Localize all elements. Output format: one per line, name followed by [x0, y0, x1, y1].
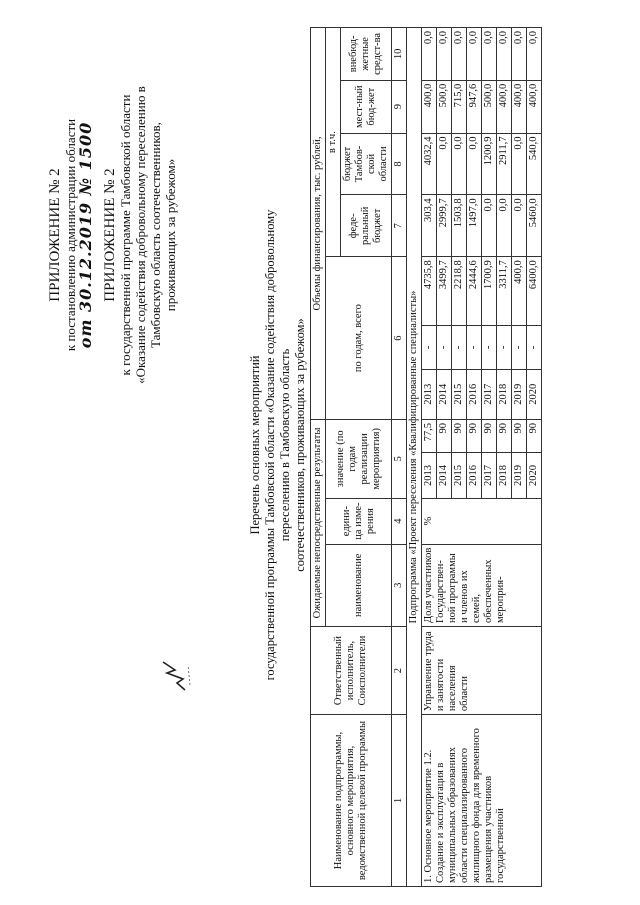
- funding-year-cell: 2020: [527, 369, 542, 419]
- date-number: от 30.12.2019 № 1500: [76, 121, 95, 349]
- title-line-3: соотечественников, проживающих за рубежом»: [293, 318, 307, 572]
- local-cell: 400,0: [512, 80, 527, 133]
- col-result-name-header: наименование: [326, 544, 392, 627]
- col-number: 7: [392, 195, 407, 257]
- federal-cell: 1503,8: [452, 195, 467, 257]
- col-number: 3: [392, 544, 407, 627]
- col-value-header: значение (по годам реализации мероприятия): [326, 420, 392, 499]
- federal-cell: 303,4: [422, 195, 437, 257]
- extra-cell: 0,0: [422, 28, 437, 81]
- total-cell: 2444,6: [467, 257, 482, 326]
- regional-cell: 4032,4: [422, 133, 437, 195]
- funding-year-cell: 2018: [497, 369, 512, 419]
- separator-cell: -: [467, 326, 482, 370]
- resolution-ref: к постановлению администрации области: [63, 118, 78, 352]
- year-cell: 2013: [422, 453, 437, 498]
- appendix-label-2: ПРИЛОЖЕНИЕ № 2: [102, 168, 118, 302]
- federal-cell: 0,0: [497, 195, 512, 257]
- federal-cell: 5460,0: [527, 195, 542, 257]
- separator-cell: -: [452, 326, 467, 370]
- col-federal-header: феде-ральный бюджет: [341, 195, 392, 257]
- col-number: 2: [392, 627, 407, 715]
- separator-cell: -: [437, 326, 452, 370]
- local-cell: 500,0: [482, 80, 497, 133]
- signature-mark: [155, 655, 195, 695]
- value-cell: 90: [452, 420, 467, 453]
- col-incl-header: в т.ч.: [326, 28, 341, 257]
- program-ref-3: Тамбовскую область соотечественников,: [148, 122, 163, 348]
- extra-cell: 0,0: [437, 28, 452, 81]
- extra-cell: 0,0: [467, 28, 482, 81]
- appendix-label: ПРИЛОЖЕНИЕ № 2: [47, 168, 63, 302]
- total-cell: 3311,7: [497, 257, 512, 326]
- year-cell: 2020: [527, 453, 542, 498]
- title-line-2: государственной программы Тамбовской области «Оказание содействия добровольному переселению в Тамбовскую область: [263, 209, 292, 681]
- year-cell: 2014: [437, 453, 452, 498]
- funding-year-cell: 2013: [422, 369, 437, 419]
- executor-cell: Управление труда и занятости населения области: [422, 627, 542, 715]
- col-number: 10: [392, 28, 407, 81]
- funding-year-cell: 2017: [482, 369, 497, 419]
- col-executor-header: Ответственный исполнитель, Соисполнители: [311, 627, 392, 715]
- extra-cell: 0,0: [512, 28, 527, 81]
- local-cell: 400,0: [527, 80, 542, 133]
- separator-cell: -: [482, 326, 497, 370]
- funding-year-cell: 2016: [467, 369, 482, 419]
- value-cell: 90: [512, 420, 527, 453]
- regional-cell: 540,0: [527, 133, 542, 195]
- value-cell: 77,5: [422, 420, 437, 453]
- extra-cell: 0,0: [482, 28, 497, 81]
- year-cell: 2016: [467, 453, 482, 498]
- col-local-header: мест-ный бюд-жет: [341, 80, 392, 133]
- total-cell: 6400,0: [527, 257, 542, 326]
- total-cell: 400,0: [512, 257, 527, 326]
- year-cell: 2018: [497, 453, 512, 498]
- value-cell: 90: [467, 420, 482, 453]
- total-cell: 1700,9: [482, 257, 497, 326]
- col-funding-header: Объемы финансирования, тыс. рублей,: [311, 28, 326, 420]
- local-cell: 500,0: [437, 80, 452, 133]
- document-title: [248, 185, 308, 705]
- col-number: 1: [392, 715, 407, 887]
- year-cell: 2015: [452, 453, 467, 498]
- extra-cell: 0,0: [452, 28, 467, 81]
- regional-cell: 2911,7: [497, 133, 512, 195]
- total-cell: 2218,8: [452, 257, 467, 326]
- total-cell: 3499,7: [437, 257, 452, 326]
- col-number: 8: [392, 133, 407, 195]
- regional-cell: 0,0: [467, 133, 482, 195]
- col-number: 4: [392, 498, 407, 544]
- federal-cell: 0,0: [512, 195, 527, 257]
- local-cell: 400,0: [422, 80, 437, 133]
- result-name: Доля участников Государствен-ной программы и членов их семей, обеспеченных мероприя-: [422, 544, 542, 627]
- funding-year-cell: 2014: [437, 369, 452, 419]
- separator-cell: -: [422, 326, 437, 370]
- col-extra-header: внебюд-жетные средст-ва: [341, 28, 392, 81]
- program-ref-4: проживающих за рубежом»: [163, 158, 178, 312]
- regional-cell: 0,0: [512, 133, 527, 195]
- table-row: [422, 28, 437, 887]
- local-cell: 947,6: [467, 80, 482, 133]
- col-number: 6: [392, 257, 407, 420]
- local-cell: 715,0: [452, 80, 467, 133]
- value-cell: 90: [497, 420, 512, 453]
- col-number: 5: [392, 420, 407, 499]
- program-ref-2: «Оказание содействия добровольному переселению в: [133, 86, 148, 384]
- appendix-header: [48, 35, 178, 435]
- value-cell: 90: [437, 420, 452, 453]
- federal-cell: 1497,0: [467, 195, 482, 257]
- year-cell: 2019: [512, 453, 527, 498]
- regional-cell: 0,0: [452, 133, 467, 195]
- federal-cell: 2999,7: [437, 195, 452, 257]
- total-cell: 4735,8: [422, 257, 437, 326]
- federal-cell: 0,0: [482, 195, 497, 257]
- col-name-header: Наименование подпрограммы, основного мероприятия, ведомственной целевой программы: [311, 715, 392, 887]
- col-number: 9: [392, 80, 407, 133]
- col-expected-header: Ожидаемые непосредственные результаты: [311, 420, 326, 627]
- column-numbers-row: [392, 28, 407, 887]
- col-regional-header: бюджет Тамбов-ской области: [341, 133, 392, 195]
- unit-cell: %: [422, 498, 542, 544]
- regional-cell: 0,0: [437, 133, 452, 195]
- local-cell: 400,0: [497, 80, 512, 133]
- col-unit-header: едини-ца изме-рения: [326, 498, 392, 544]
- program-ref-1: к государственной программе Тамбовской области: [118, 94, 133, 376]
- year-cell: 2017: [482, 453, 497, 498]
- separator-cell: -: [512, 326, 527, 370]
- funding-year-cell: 2015: [452, 369, 467, 419]
- extra-cell: 0,0: [497, 28, 512, 81]
- value-cell: 90: [527, 420, 542, 453]
- measures-table: [310, 27, 542, 887]
- extra-cell: 0,0: [527, 28, 542, 81]
- subprogram-title: Подпрограмма «Проект переселения «Квалифицированные специалисты»: [407, 28, 422, 887]
- funding-year-cell: 2019: [512, 369, 527, 419]
- regional-cell: 1200,9: [482, 133, 497, 195]
- title-line-1: Перечень основных мероприятий: [248, 355, 262, 535]
- value-cell: 90: [482, 420, 497, 453]
- separator-cell: -: [527, 326, 542, 370]
- measure-name: 1. Основное мероприятие 1.2. Создание и эксплуатация в муниципальных образованиях области специализированного жилищного фонда для временного размещения участников государственной: [422, 715, 542, 887]
- separator-cell: -: [497, 326, 512, 370]
- col-total-header: по годам, всего: [326, 257, 392, 420]
